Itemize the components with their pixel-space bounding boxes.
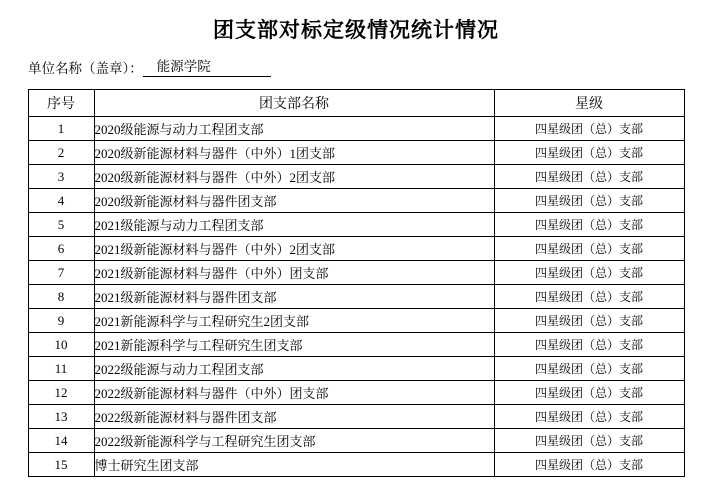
cell-branch-name: 2020级新能源材料与器件（中外）1团支部 xyxy=(94,141,494,165)
table-row xyxy=(28,429,684,453)
cell-star-level: 四星级团（总）支部 xyxy=(494,429,684,453)
table-row xyxy=(28,453,684,477)
column-header-name: 团支部名称 xyxy=(94,90,494,117)
cell-seq: 14 xyxy=(28,429,94,453)
cell-branch-name: 2022级新能源科学与工程研究生团支部 xyxy=(94,429,494,453)
column-header-star: 星级 xyxy=(494,90,684,117)
cell-branch-name: 博士研究生团支部 xyxy=(94,453,494,477)
cell-star-level: 四星级团（总）支部 xyxy=(494,453,684,477)
table-body xyxy=(28,117,684,477)
cell-star-level: 四星级团（总）支部 xyxy=(494,237,684,261)
cell-star-level: 四星级团（总）支部 xyxy=(494,117,684,141)
cell-star-level: 四星级团（总）支部 xyxy=(494,189,684,213)
cell-branch-name: 2021级新能源材料与器件（中外）2团支部 xyxy=(94,237,494,261)
cell-star-level: 四星级团（总）支部 xyxy=(494,309,684,333)
cell-branch-name: 2022级能源与动力工程团支部 xyxy=(94,357,494,381)
cell-seq: 13 xyxy=(28,405,94,429)
cell-seq: 9 xyxy=(28,309,94,333)
unit-name-label: 单位名称（盖章）： xyxy=(28,61,143,76)
cell-seq: 1 xyxy=(28,117,94,141)
table-row xyxy=(28,309,684,333)
cell-branch-name: 2021新能源科学与工程研究生2团支部 xyxy=(94,309,494,333)
page-title: 团支部对标定级情况统计情况 xyxy=(213,18,499,42)
cell-branch-name: 2020级新能源材料与器件团支部 xyxy=(94,189,494,213)
cell-star-level: 四星级团（总）支部 xyxy=(494,405,684,429)
column-header-seq: 序号 xyxy=(28,90,94,117)
cell-branch-name: 2022级新能源材料与器件（中外）团支部 xyxy=(94,381,494,405)
cell-seq: 2 xyxy=(28,141,94,165)
table-header-row xyxy=(28,90,684,117)
cell-seq: 3 xyxy=(28,165,94,189)
cell-star-level: 四星级团（总）支部 xyxy=(494,285,684,309)
table-row xyxy=(28,285,684,309)
cell-seq: 10 xyxy=(28,333,94,357)
cell-branch-name: 2020级能源与动力工程团支部 xyxy=(94,117,494,141)
cell-star-level: 四星级团（总）支部 xyxy=(494,261,684,285)
cell-star-level: 四星级团（总）支部 xyxy=(494,213,684,237)
cell-seq: 15 xyxy=(28,453,94,477)
table-row xyxy=(28,333,684,357)
cell-branch-name: 2021级能源与动力工程团支部 xyxy=(94,213,494,237)
table-header xyxy=(28,90,684,117)
cell-seq: 4 xyxy=(28,189,94,213)
cell-branch-name: 2022级新能源材料与器件团支部 xyxy=(94,405,494,429)
cell-branch-name: 2021级新能源材料与器件团支部 xyxy=(94,285,494,309)
table-row xyxy=(28,261,684,285)
cell-seq: 8 xyxy=(28,285,94,309)
table-row xyxy=(28,405,684,429)
statistics-table xyxy=(28,89,685,477)
cell-star-level: 四星级团（总）支部 xyxy=(494,333,684,357)
cell-branch-name: 2021级新能源材料与器件（中外）团支部 xyxy=(94,261,494,285)
table-row xyxy=(28,189,684,213)
document-page xyxy=(0,17,712,502)
cell-seq: 6 xyxy=(28,237,94,261)
table-row xyxy=(28,381,684,405)
table-row xyxy=(28,165,684,189)
unit-name-line xyxy=(28,57,712,77)
table-row xyxy=(28,237,684,261)
cell-seq: 11 xyxy=(28,357,94,381)
cell-seq: 7 xyxy=(28,261,94,285)
table-row xyxy=(28,117,684,141)
cell-branch-name: 2021新能源科学与工程研究生团支部 xyxy=(94,333,494,357)
cell-star-level: 四星级团（总）支部 xyxy=(494,165,684,189)
table-row xyxy=(28,357,684,381)
cell-star-level: 四星级团（总）支部 xyxy=(494,381,684,405)
unit-name-value: 能源学院 xyxy=(143,55,271,77)
cell-seq: 5 xyxy=(28,213,94,237)
cell-seq: 12 xyxy=(28,381,94,405)
cell-branch-name: 2020级新能源材料与器件（中外）2团支部 xyxy=(94,165,494,189)
table-row xyxy=(28,141,684,165)
cell-star-level: 四星级团（总）支部 xyxy=(494,357,684,381)
table-row xyxy=(28,213,684,237)
cell-star-level: 四星级团（总）支部 xyxy=(494,141,684,165)
